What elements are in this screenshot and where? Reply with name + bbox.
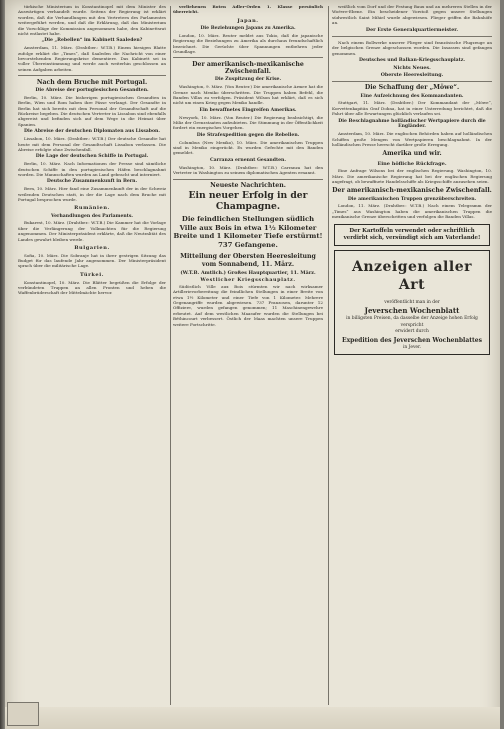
section-heading: Bulgarien. (74, 244, 110, 251)
signature: Der Erste Generalquartiermeister. (365, 27, 459, 34)
article-text: Amsterdam, 11. März. (Drahtber.: W.T.B.) Einem hiesigen Blatte zufolge erklärt die „Times“, daß Saaleden die Nachricht von einer bevorstehenden Regierungskrise dementiere. Das Kabinett sei in voller Übereinstimmung und werde auch weiterhin geschlossen an seinen Aufgaben arbeiten. (18, 45, 166, 72)
section-heading: Rumänien. (74, 205, 110, 212)
ad-line: erwidert durch (395, 329, 429, 335)
article-text: Konstantinopel, 10. März. Die Blätter begrüßen die Erfolge der verbündeten Truppen an allen Fronten und heben die Waffenbrüderschaft der Mittelmächte hervor. (18, 279, 166, 296)
page-bottom-margin (5, 707, 500, 729)
article-text: Bern, 10. März. Hier fand eine Zusammenkunft der in der Schweiz weilenden Deutschen statt, in der die Lage nach dem Bruche mit Portugal besprochen wurde. (18, 186, 166, 202)
article-subheading: Verhandlungen des Parlaments. (50, 213, 134, 219)
column-left (18, 4, 166, 705)
divider (173, 179, 323, 180)
report-heading: Mitteilung der Obersten Heeresleitung vom Sonnabend, 11. März. (180, 253, 316, 268)
article-text: Columbus (New Mexiko), 10. März. Die amerikanischen Truppen sind in Mexiko eingerückt. Es wurden Gefechte mit den Banden gemeldet. (173, 139, 323, 156)
report-dateline: (W.T.B. Amtlich.) Großes Hauptquartier, 11. März. (180, 269, 316, 276)
sub-headline: Die feindlichen Stellungen südlich Ville aux Bois in etwa 1½ Kilometer Breite und 1 Kilometer Tiefe erstürmt! 737 Gefangene. (173, 215, 323, 249)
section-heading: Türkei. (79, 271, 105, 278)
advertisement-box (334, 250, 490, 355)
article-subheading: Eine Aufzeichnung des Kommandanten. (360, 93, 464, 99)
article-heading: Deutsches und Balkan-Kriegsschauplatz. (359, 57, 465, 63)
column-right (332, 4, 492, 705)
article-heading: Die Beschlagnahme holländischer Wertpapiere durch die Engländer. (338, 118, 486, 130)
article-text: Nach einem Bollwerke unserer Flieger sind französische Flugzeuge an der belgischen Grenze abgeschossen worden. Die Insassen sind gefangen genommen. (332, 39, 492, 56)
article-subheading: Die Abreise der portugiesischen Gesandten. (35, 88, 149, 94)
article-subheading: Die Zuspitzung der Krise. (214, 77, 282, 83)
article-text: Bukarest, 10. März. (Drahtber.: W.T.B.) Die Kammer hat die Vorlage über die Verlängerung der Vollmachten für die Regierung angenommen. Der Ministerpräsident erklärte, daß die Neutralität des Landes gewahrt bleiben werde. (18, 220, 166, 242)
column-middle (173, 4, 323, 705)
section-heading: Der amerikanisch-mexikanische Zwischenfall. (192, 61, 304, 76)
signature: Oberste Heeresleitung. (380, 71, 444, 78)
article-heading: Die Abreise der deutschen Diplomaten aus Lissabon. (24, 129, 160, 135)
article-subheading: Die amerikanischen Truppen grenzüberschreiten. (347, 196, 477, 202)
article-heading: Die Lage der deutschen Schiffe in Portugal. (35, 154, 149, 160)
ad-line: veröffentlicht man in der (384, 299, 440, 305)
divider (332, 81, 492, 82)
section-heading: Japan. (237, 17, 259, 24)
notice-box (334, 224, 490, 246)
library-stamp-mark (7, 702, 39, 726)
article-text: Berlin, 10. März. Die bisherigen portugiesischen Gesandten in Berlin, Wien und Rom haben ihre Pässe verlangt. Der Gesandte in Berlin hat sich bereits mit dem Personal der Gesandtschaft auf die Rückreise begeben. Die deutschen Vertreter in Lissabon sind ebenfalls abgereist und befinden sich auf dem Wege in die Heimat über Spanien. (18, 94, 166, 127)
article-heading: Die Strafexpedition gegen die Rebellen. (196, 132, 300, 138)
ad-expedition: Expedition des Jeverschen Wochenblattes (342, 336, 482, 344)
ad-title: Anzeigen aller Art (352, 258, 472, 293)
article-text: Eine Anfrage Wilsons bei der englischen Regierung. Washington, 10. März. Die amerikanische Regierung hat bei der englischen Regierung angefragt, ob bewaffnete Handelsschiffe als Kriegsschiffe anzusehen seien. (332, 168, 492, 185)
article-text: türkische Ministerium in Konstantinopel mit dem Minister des Auswärtigen verhandelt wurde. Seitens der Regierung ist erklärt worden, daß die Verhandlungen mit den Vertretern des Parlamentes weitergeführt werden, und daß die Erklärung, daß das Ministerium die Vorschläge der Kommission angenommen habe, den Kabinettsrat nicht entlastet habe. (18, 4, 166, 37)
ad-location: in Jever. (402, 344, 422, 350)
divider (18, 75, 166, 76)
section-heading: Die Schaffung der „Möwe“. (364, 84, 460, 92)
article-heading: Deutsche Zusammenkunft in Bern. (46, 179, 138, 185)
ad-publication: Jeverschen Wochenblatt (364, 306, 460, 316)
section-heading: Amerika und wir. (382, 150, 442, 158)
article-text: London, 10. März. Reuter meldet aus Tokio, daß die japanische Regierung die Beziehungen zu Amerika als durchaus freundschaftlich bezeichnet. Die Gerüchte über Spannungen entbehren jeder Grundlage. (173, 32, 323, 55)
report-front: Westlicher Kriegsschauplatz. (200, 276, 296, 283)
article-text: Sofia, 10. März. Die Sobranje hat in ihrer gestrigen Sitzung das Budget für das laufende Jahr angenommen. Der Ministerpräsident sprach über die militärische Lage. (18, 252, 166, 269)
main-headline: Ein neuer Erfolg in der Champagne. (188, 190, 308, 212)
newspaper-page (5, 0, 500, 729)
article-heading: Carranza ernennt Gesandten. (210, 157, 286, 163)
divider (173, 57, 323, 58)
article-text: London, 11. März. (Drahtber.: W.T.B.) Nach einem Telegramm der „Times“ aus Washington haben die amerikanischen Truppen die mexikanische Grenze überschritten und verfolgen die Banden Villas. (332, 203, 492, 220)
divider (332, 36, 492, 37)
article-text: verliehenen Roten Adler-Orden 1. Klasse persönlich überreicht. (173, 4, 323, 15)
notice-text: Der Kartoffeln verwendet oder schriftlich verdirbt sich, versündigt sich am Vaterlande! (343, 227, 481, 241)
section-heading: Nach dem Bruche mit Portugal. (36, 78, 148, 86)
news-heading: Neueste Nachrichten. (210, 182, 286, 190)
article-text: weißlich vom Dorf und der Festung Baux und an mehreren Stellen in der Woëvre-Ebene. Ein bescheidener Vorstoß gegen unsere Stellungen südwestlich Saint Mihiel wurde abgewiesen. Flieger griffen die Bahnhöfe an. (332, 4, 492, 26)
article-subheading: Nichts Neues. (393, 64, 431, 71)
column-rule (328, 6, 329, 705)
article-subheading: Die Beziehungen Japans zu Amerika. (200, 26, 296, 32)
article-heading: „Die „Rebellen“ im Kabinett Saaleden? (41, 38, 143, 44)
article-text: Washington, 9. März. (Von Reuter.) Die amerikanische Armee hat die Grenze nach Mexiko überschritten. Die Truppen haben Befehl, die Banden Villas zu verfolgen. Präsident Wilson hat erklärt, daß es sich nicht um einen Krieg gegen Mexiko handle. (173, 84, 323, 106)
section-heading: Der amerikanisch-mexikanische Zwischenfall. (332, 187, 492, 195)
article-text: Amsterdam, 10. März. Die englischen Behörden haben auf holländischen Schiffen große Mengen von Wertpapieren beschlagnahmt. In der holländischen Presse herrscht darüber große Erregung. (332, 131, 492, 147)
article-heading: Ein bewaffnetes Eingreifen Amerikas. (199, 107, 297, 113)
column-rule (170, 6, 171, 705)
article-text: Südöstlich Ville aux Bois stürmten wir nach wirksamer Artillerievorbereitung die feindlichen Stellungen in einer Breite von etwa 1½ Kilometer und einer Tiefe von 1 Kilometer. Mehrere Gegenangriffe wurden abgewiesen. 737 Franzosen, darunter 12 Offiziere, wurden gefangen genommen; 11 Maschinengewehre erbeutet. Auf dem westlichen Maasufer wurden die Stellungen bei Béthincourt verbessert. Östlich der Maas machten unsere Truppen weitere Fortschritte. (173, 283, 323, 327)
article-text: Stuttgart, 11. März. (Drahtber.) Der Kommandant der „Möwe“, Korvettenkapitän Graf Dohna, hat in einer Unterredung berichtet, daß die Fahrt über alle Erwartungen glücklich verlaufen sei. (332, 100, 492, 117)
article-text: Lissabon, 10. März. (Drahtber.: W.T.B.) Der deutsche Gesandte hat heute mit dem Personal der Gesandtschaft Lissabon verlassen. Die Abreise erfolgte ohne Zwischenfall. (18, 136, 166, 152)
article-text: Berlin, 10. März. Nach Informationen der Presse sind sämtliche deutschen Schiffe in den portugiesischen Häfen beschlagnahmt worden. Die Mannschaften wurden an Land gebracht und interniert. (18, 161, 166, 177)
article-text: Washington, 10. März. (Drahtber.: W.T.B.) Carranza hat den Vertreter in Washington zu seinem diplomatischen Agenten ernannt. (173, 164, 323, 176)
ad-line: in billigsten Preisen, da dasselbe der Anzeige hohen Erfolg verspricht (346, 316, 478, 328)
article-text: Newyork, 10. März. (Von Reuter.) Die Regierung beabsichtigt, die Miliz der Grenzstaaten aufzubieten. Die Stimmung in der Öffentlichkeit fordert ein energisches Vorgehen. (173, 114, 323, 131)
article-subheading: Eine höfliche Rückfrage. (377, 160, 447, 167)
